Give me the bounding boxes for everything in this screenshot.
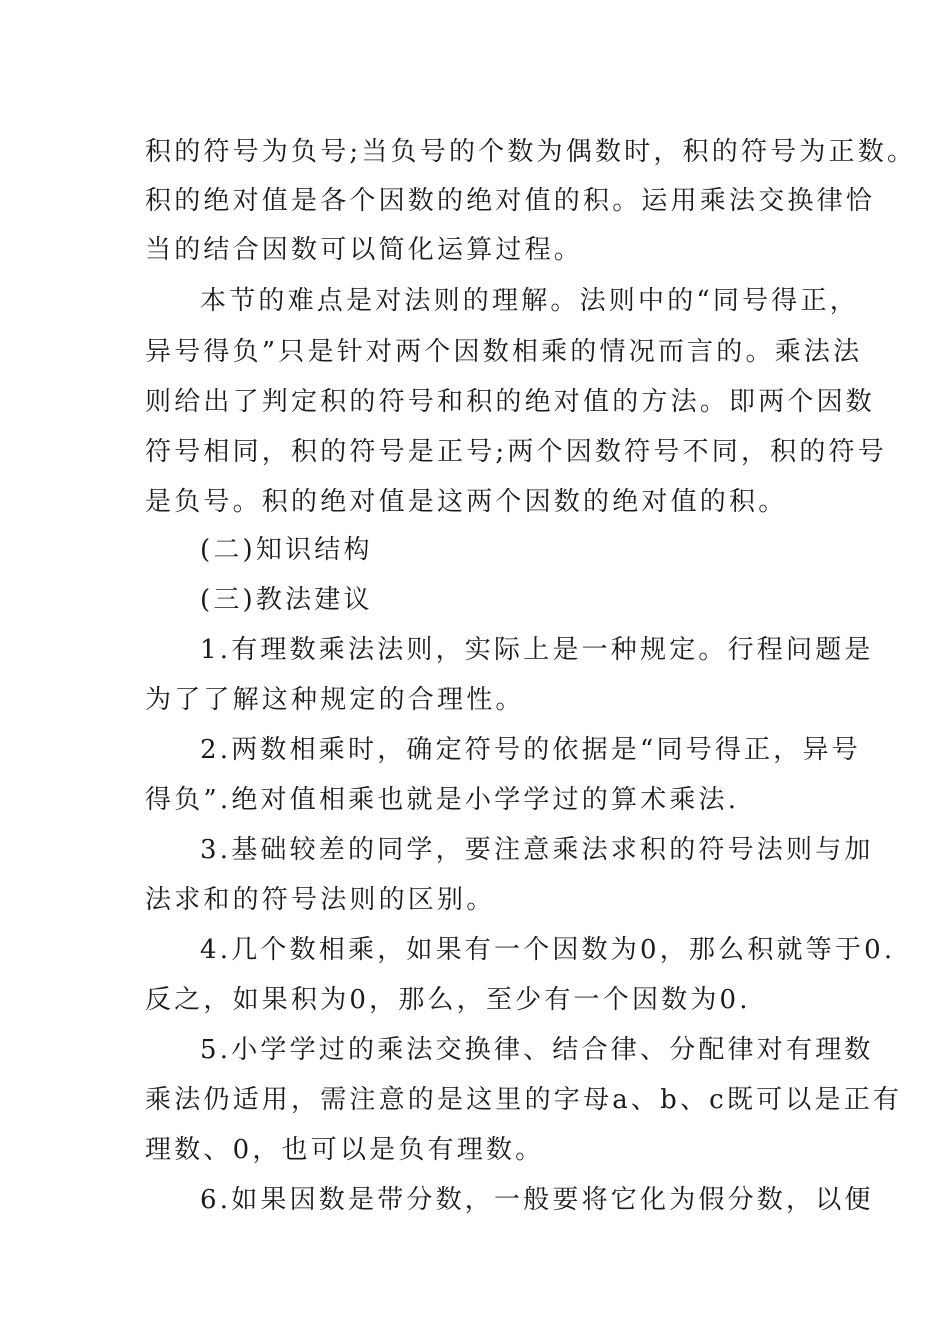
item-5-line-2: 乘法仍适用，需注意的是这里的字母a、b、c既可以是正有 — [145, 1085, 903, 1115]
item-3-line-1: 3.基础较差的同学，要注意乘法求积的符号法则与加 — [200, 835, 874, 865]
item-1-line-1: 1.有理数乘法法则，实际上是一种规定。行程问题是 — [200, 635, 874, 665]
heading-knowledge-structure: (二)知识结构 — [200, 535, 373, 565]
item-5-line-1: 5.小学学过的乘法交换律、结合律、分配律对有理数 — [200, 1035, 874, 1065]
paragraph-product-sign-line-3: 当的结合因数可以简化运算过程。 — [145, 235, 584, 265]
paragraph-difficulty-line-5: 是负号。积的绝对值是这两个因数的绝对值的积。 — [145, 487, 788, 517]
paragraph-difficulty-line-2: 异号得负”只是针对两个因数相乘的情况而言的。乘法法 — [145, 337, 863, 367]
paragraph-difficulty-line-1: 本节的难点是对法则的理解。法则中的“同号得正， — [200, 286, 859, 316]
item-2-line-2: 得负”.绝对值相乘也就是小学学过的算术乘法. — [145, 785, 740, 815]
heading-teaching-suggestions: (三)教法建议 — [200, 585, 373, 615]
item-6-line-1: 6.如果因数是带分数，一般要将它化为假分数，以便 — [200, 1185, 874, 1215]
paragraph-difficulty-line-4: 符号相同，积的符号是正号;两个因数符号不同，积的符号 — [145, 437, 887, 467]
item-5-line-3: 理数、0，也可以是负有理数。 — [145, 1135, 545, 1165]
paragraph-product-sign-line-1: 积的符号为负号;当负号的个数为偶数时，积的符号为正数。 — [145, 137, 917, 167]
item-2-line-1: 2.两数相乘时，确定符号的依据是“同号得正，异号 — [200, 735, 861, 765]
paragraph-product-sign-line-2: 积的绝对值是各个因数的绝对值的积。运用乘法交换律恰 — [145, 186, 876, 216]
item-4-line-2: 反之，如果积为0，那么，至少有一个因数为0. — [145, 985, 751, 1015]
item-4-line-1: 4.几个数相乘，如果有一个因数为0，那么积就等于0. — [200, 935, 896, 965]
item-3-line-2: 法求和的符号法则的区别。 — [145, 885, 496, 915]
paragraph-difficulty-line-3: 则给出了判定积的符号和积的绝对值的方法。即两个因数 — [145, 387, 876, 417]
item-1-line-2: 为了了解这种规定的合理性。 — [145, 685, 525, 715]
